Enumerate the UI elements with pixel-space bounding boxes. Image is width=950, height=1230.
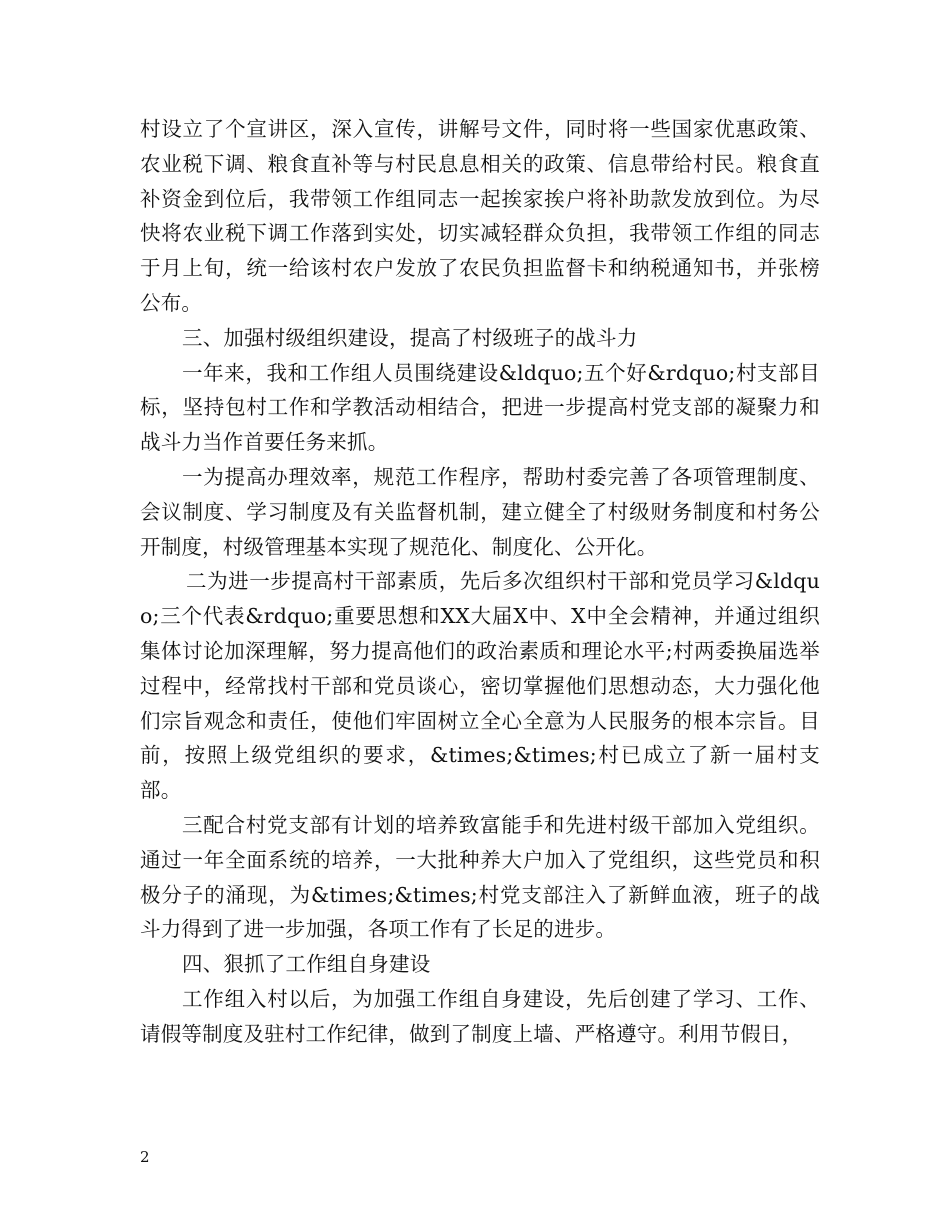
page-number: 2 [140,1148,150,1166]
paragraph-1: 村设立了个宣讲区，深入宣传，讲解号文件，同时将一些国家优惠政策、农业税下调、粮食直补等与村民息息相关的政策、信息带给村民。粮食直补资金到位后，我带领工作组同志一起挨家挨户将补助款发放到位。为尽快将农业税下调工作落到实处，切实减轻群众负担，我带领工作组的同志于月上旬，统一给该村农户发放了农民负担监督卡和纳税通知书，并张榜公布。 [140,117,820,315]
section-heading-4: 四、狠抓了工作组自身建设 [182,952,431,977]
paragraph-6: 工作组入村以后，为加强工作组自身建设，先后创建了学习、工作、请假等制度及驻村工作纪律，做到了制度上墙、严格遵守。利用节假日， [140,986,820,1046]
paragraph-2: 一年来，我和工作组人员围绕建设&ldquo;五个好&rdquo;村支部目标，坚持包村工作和学教活动相结合，把进一步提高村党支部的凝聚力和战斗力当作首要任务来抓。 [140,360,820,455]
document-body [140,112,820,1052]
paragraph-3: 一为提高办理效率，规范工作程序，帮助村委完善了各项管理制度、会议制度、学习制度及有关监督机制，建立健全了村级财务制度和村务公开制度，村级管理基本实现了规范化、制度化、公开化。 [140,464,820,559]
section-heading-3: 三、加强村级组织建设，提高了村级班子的战斗力 [182,325,638,350]
paragraph-5: 三配合村党支部有计划的培养致富能手和先进村级干部加入党组织。通过一年全面系统的培养，一大批种养大户加入了党组织，这些党员和积极分子的涌现，为&times;&times;村党支部注入了新鲜血液，班子的战斗力得到了进一步加强，各项工作有了长足的进步。 [140,812,820,942]
paragraph-4: 二为进一步提高村干部素质，先后多次组织村干部和党员学习&ldquo;三个代表&rdquo;重要思想和XX大届X中、X中全会精神，并通过组织集体讨论加深理解，努力提高他们的政治素质和理论水平;村两委换届选举过程中，经常找村干部和党员谈心，密切掌握他们思想动态，大力强化他们宗旨观念和责任，使他们牢固树立全心全意为人民服务的根本宗旨。目前，按照上级党组织的要求，&times;&times;村已成立了新一届村支部。 [140,569,820,803]
